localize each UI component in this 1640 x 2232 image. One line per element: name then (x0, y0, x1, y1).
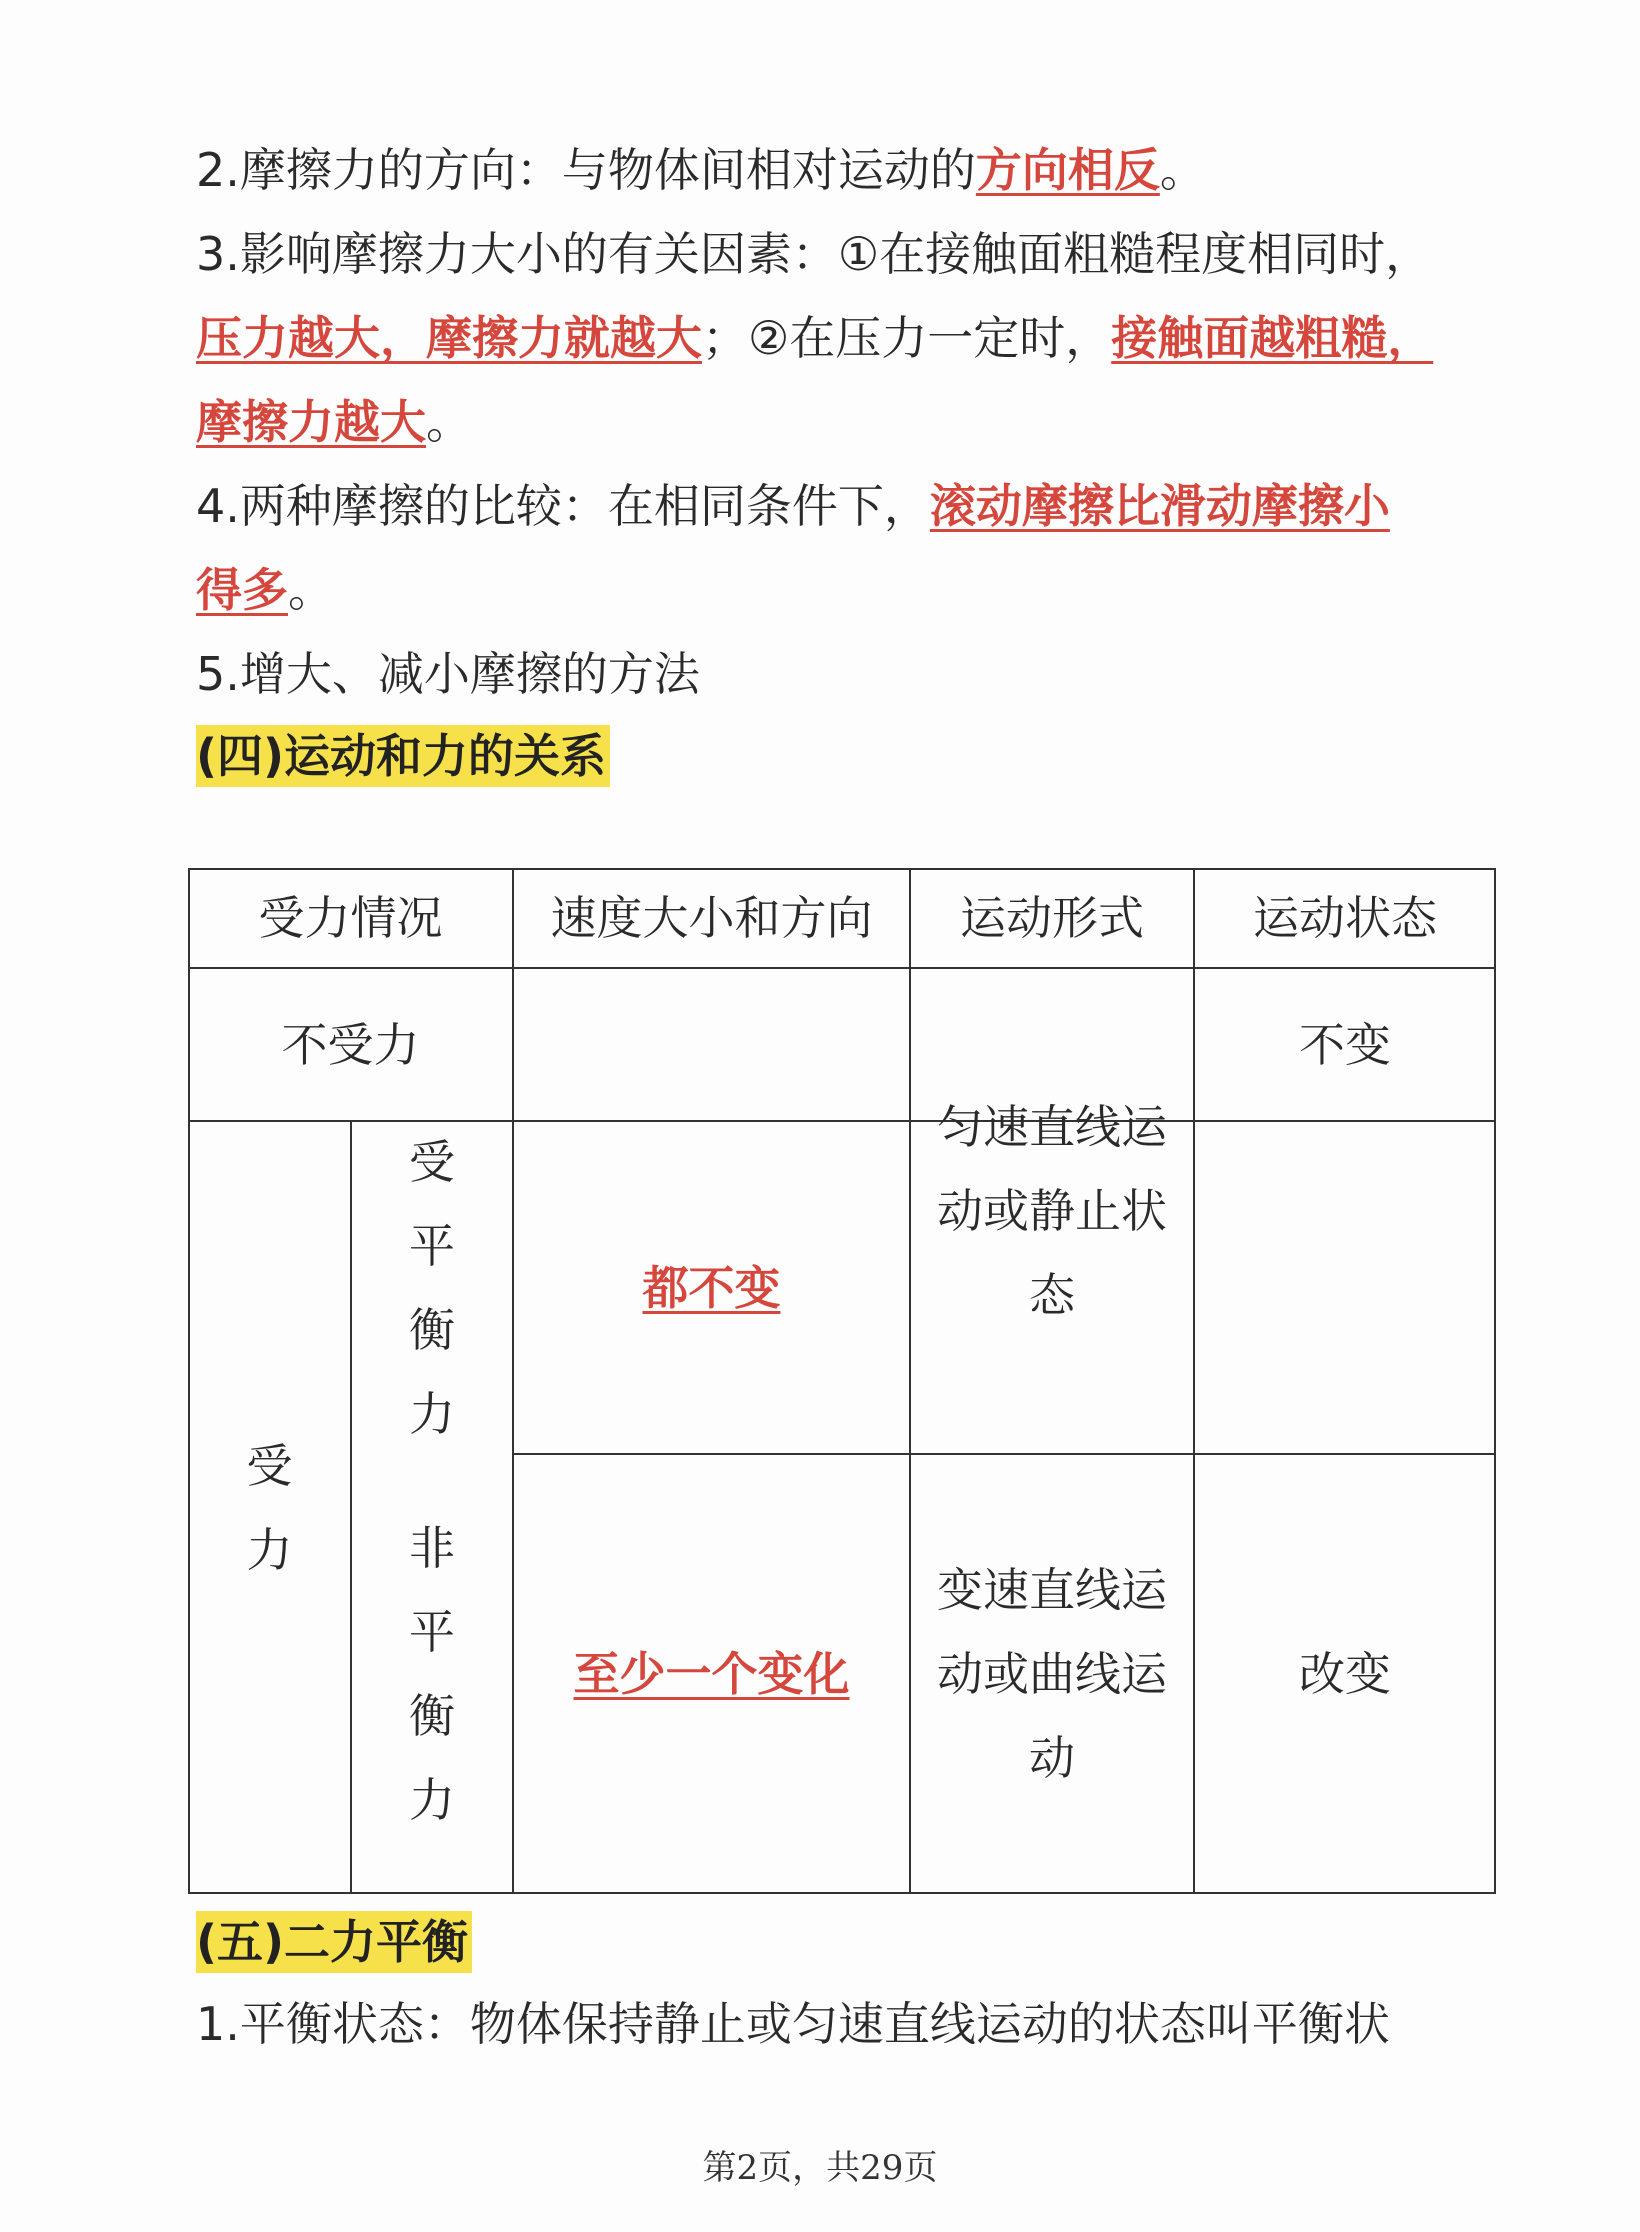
char: 衡 (409, 1689, 455, 1743)
point-5-methods (196, 644, 700, 704)
text: 3.影响摩擦力大小的有关因素：①在接触面粗糙程度相同时， (196, 227, 1432, 281)
emphasis-text: 摩擦力越大 (196, 395, 426, 449)
point-4-end (196, 560, 334, 620)
char: 平 (409, 1218, 455, 1273)
cell-variable-motion (910, 1454, 1194, 1894)
highlighted-heading: (四)运动和力的关系 (196, 725, 610, 787)
text: 1.平衡状态：物体保持静止或匀速直线运动的状态叫平衡状 (196, 1997, 1390, 2051)
emphasis-text: 得多 (196, 563, 288, 617)
char: 力 (246, 1522, 293, 1577)
cell-unbalanced-force (351, 1454, 513, 1894)
char: 衡 (409, 1302, 455, 1357)
highlighted-heading: (五)二力平衡 (196, 1911, 472, 1973)
header-motion-form: 运动形式 (960, 891, 1144, 945)
text: 5.增大、减小摩擦的方法 (196, 647, 700, 701)
char: 非 (409, 1521, 455, 1575)
section-5-heading (196, 1912, 472, 1972)
emphasis-text: 接触面越粗糙， (1111, 311, 1434, 365)
cell-force-label (188, 1121, 351, 1894)
text-line: 动 (1029, 1731, 1075, 1785)
text: ；②在压力一定时， (702, 311, 1112, 365)
char: 受 (409, 1134, 455, 1189)
char: 平 (409, 1605, 455, 1659)
page-footer: 第2页，共29页 (702, 2148, 938, 2188)
emphasis-text: 压力越大，摩擦力就越大 (196, 311, 702, 365)
cell-state-unchanged: 不变 (1299, 1017, 1391, 1072)
point-balance-state (196, 1994, 1390, 2054)
char: 受 (246, 1438, 293, 1493)
cell-state-changed: 改变 (1299, 1647, 1391, 1701)
section-4-heading (196, 726, 610, 786)
emphasis-text: 方向相反 (975, 143, 1160, 197)
text: 。 (288, 563, 334, 617)
char: 力 (409, 1773, 455, 1827)
emphasis-text: 滚动摩擦比滑动摩擦小 (929, 479, 1390, 533)
text: 。 (426, 395, 472, 449)
text: 4.两种摩擦的比较：在相同条件下， (196, 479, 930, 533)
char: 力 (409, 1386, 455, 1441)
cell-no-force: 不受力 (281, 1017, 420, 1072)
text-line: 变速直线运 (937, 1563, 1167, 1617)
text-line: 匀速直线运 (937, 1100, 1167, 1154)
point-3-end (196, 392, 472, 452)
point-2-friction-direction (196, 140, 1206, 200)
text: 。 (1159, 143, 1206, 197)
cell-balanced-force (351, 1121, 513, 1454)
text-line: 态 (1029, 1268, 1075, 1322)
header-speed-direction: 速度大小和方向 (550, 891, 873, 945)
header-force-situation: 受力情况 (258, 891, 443, 945)
motion-force-table (188, 868, 1496, 1894)
point-3-factors (196, 224, 1431, 284)
cell-balanced-speed (513, 1121, 910, 1454)
point-4-comparison (196, 476, 1390, 536)
text: 2.摩擦力的方向：与物体间相对运动的 (196, 143, 976, 197)
text-line: 动或静止状 (937, 1184, 1167, 1238)
text-line: 动或曲线运 (937, 1647, 1167, 1701)
point-3-continued (196, 308, 1433, 368)
cell-uniform-motion (910, 968, 1194, 1454)
emphasis-text: 都不变 (642, 1260, 781, 1315)
cell-unbalanced-speed (513, 1454, 910, 1894)
emphasis-text: 至少一个变化 (573, 1647, 850, 1701)
header-motion-state: 运动状态 (1253, 891, 1437, 945)
